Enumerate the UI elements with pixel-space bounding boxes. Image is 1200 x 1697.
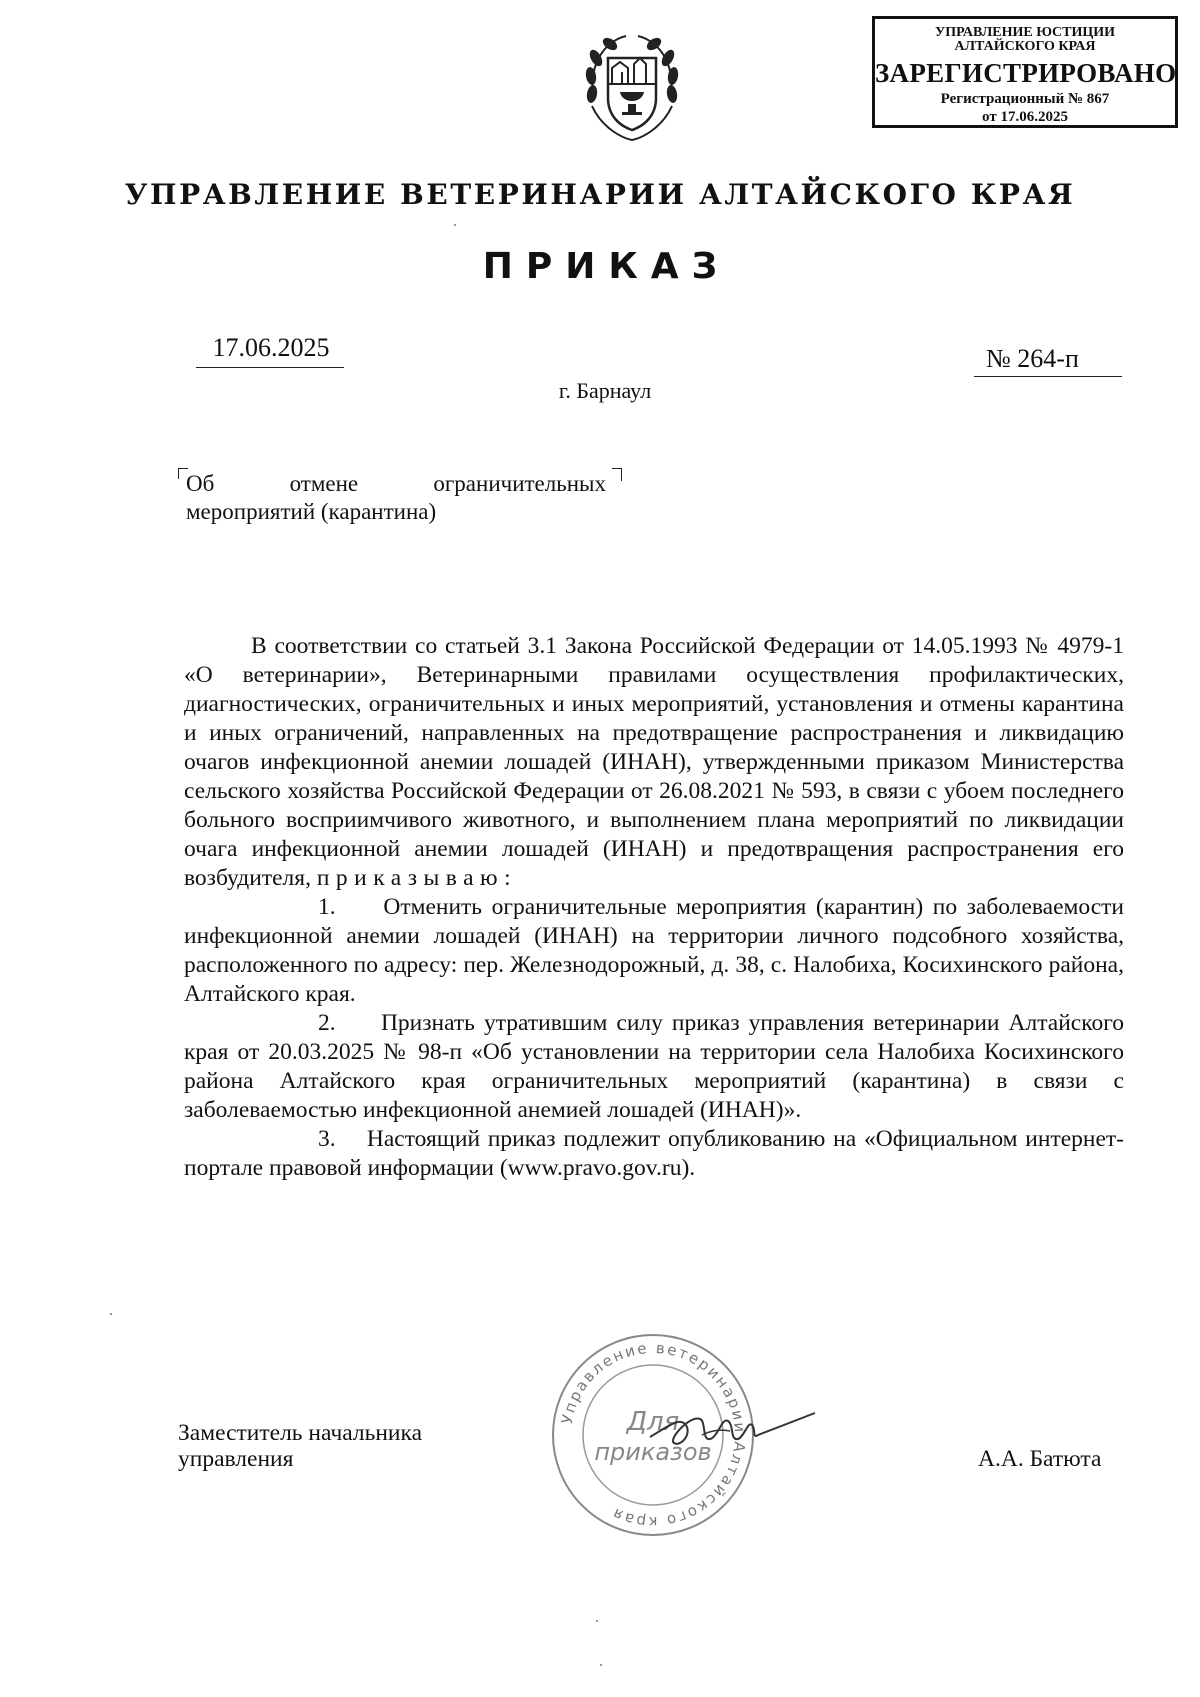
signatory-position-line2: управления: [178, 1446, 294, 1472]
svg-text:Управление ветеринарии Алтайск: Управление ветеринарии Алтайского края: [557, 1338, 750, 1532]
signatory-position-line1: Заместитель начальника: [178, 1420, 422, 1446]
document-city: г. Барнаул: [558, 378, 652, 403]
svg-text:Для: Для: [626, 1407, 680, 1437]
subject-line-2: мероприятий (карантина): [186, 499, 437, 524]
svg-text:приказов: приказов: [594, 1438, 712, 1466]
signatory-position: [178, 1420, 422, 1472]
scan-speck: [454, 224, 456, 226]
order-item: [184, 1125, 1124, 1183]
document-number: № 264-п: [986, 344, 1079, 373]
coat-of-arms-emblem: [582, 28, 682, 146]
registration-date: от 17.06.2025: [982, 109, 1068, 125]
order-item-text: Отменить ограничительные мероприятия (карантин) по заболеваемости инфекционной анемии лошадей (ИНАН) на территории личного подсобного хозяйства, расположенного по адресу: пер. Железнодорожный, д. 38, с. Налобиха, Косихинского района, Алтайского края.: [184, 894, 1125, 1007]
scan-speck: [600, 1664, 602, 1666]
registration-status: ЗАРЕГИСТРИРОВАНО: [875, 58, 1177, 88]
preamble-text: В соответствии со статьей 3.1 Закона Российской Федерации от 14.05.1993 № 4979-1 «О ветеринарии», Ветеринарными правилами осуществления профилактических, диагностических, ограничительных и иных мероприятий, установления и отмены карантина и иных ограничений, направленных на предотвращение распространения и ликвидацию очагов инфекционной анемии лошадей (ИНАН), утвержденными приказом Министерства сельского хозяйства Российской Федерации от 26.08.2021 № 593, в связи с убоем последнего больного восприимчивого животного, и выполнением плана мероприятий по ликвидации очага инфекционной анемии лошадей (ИНАН) и предотвращения распространения его возбудителя,: [184, 633, 1124, 891]
order-item: [184, 1009, 1124, 1125]
subject-bracket-right: [612, 468, 622, 481]
document-type: ПРИКАЗ: [482, 246, 731, 287]
order-item-number: 3.: [318, 1126, 336, 1152]
handwritten-signature: [640, 1395, 820, 1465]
document-body: [184, 632, 1124, 1183]
registration-stamp: [872, 16, 1178, 128]
order-item-number: 2.: [318, 1010, 336, 1036]
order-item-text: Признать утратившим силу приказ управления ветеринарии Алтайского края от 20.03.2025 № 98-п «Об установлении на территории села Налобиха Косихинского района Алтайского края ограничительных мероприятий (карантина) в связи с заболеваемостью инфекционной анемией лошадей (ИНАН)».: [184, 1010, 1124, 1123]
subject-word: ограничительных: [433, 471, 606, 496]
registration-number: Регистрационный № 867: [940, 91, 1110, 107]
scan-speck: [110, 1313, 112, 1315]
order-item-number: 1.: [318, 894, 336, 920]
subject-word: отмене: [289, 471, 359, 496]
order-item-text: Настоящий приказ подлежит опубликованию на «Официальном интернет-портале правовой информации (www.pravo.gov.ru).: [184, 1126, 1125, 1181]
organization-title: УПРАВЛЕНИЕ ВЕТЕРИНАРИИ АЛТАЙСКОГО КРАЯ: [124, 178, 1076, 211]
order-word: приказываю:: [316, 865, 518, 891]
subject-word: Об: [186, 471, 215, 496]
registration-authority-line2: АЛТАЙСКОГО КРАЯ: [954, 39, 1096, 54]
registration-authority-line1: УПРАВЛЕНИЕ ЮСТИЦИИ: [935, 25, 1115, 40]
order-item: [184, 893, 1124, 1009]
document-subject: [186, 470, 606, 526]
scan-speck: [596, 1620, 598, 1622]
document-date: 17.06.2025: [212, 333, 330, 362]
signatory-name: А.А. Батюта: [978, 1446, 1102, 1472]
number-underline: [974, 376, 1122, 377]
date-underline: [196, 367, 344, 368]
